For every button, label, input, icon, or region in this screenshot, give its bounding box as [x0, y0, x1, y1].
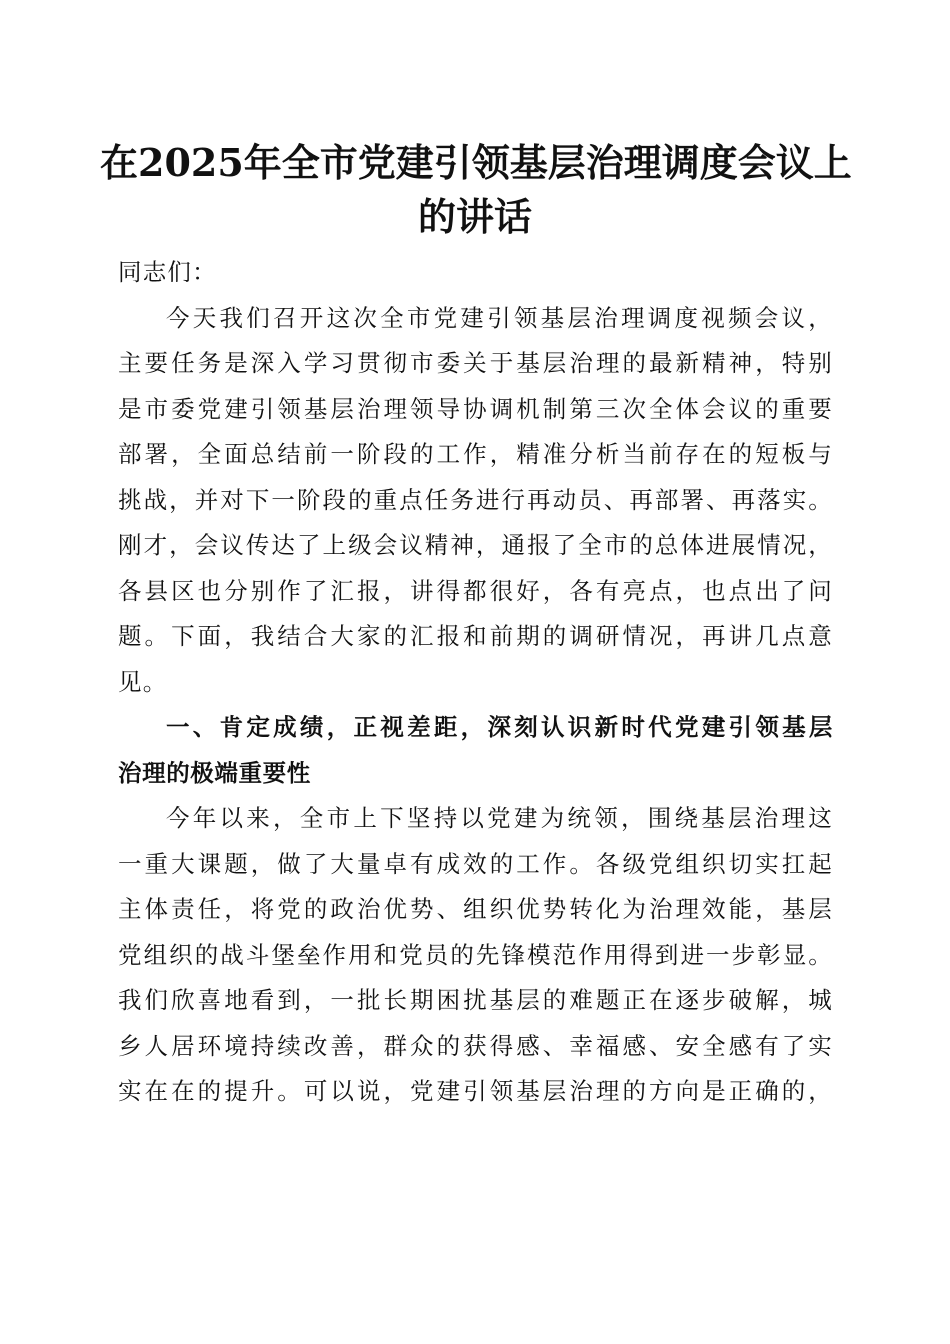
salutation: 同志们： — [118, 258, 217, 286]
paragraph-opening — [118, 296, 833, 706]
speech-title — [100, 136, 850, 244]
paragraph-line: 挑战，并对下一阶段的重点任务进行再动员、再部署、再落实。 — [118, 485, 833, 514]
paragraph-line: 今天我们召开这次全市党建引领基层治理调度视频会议， — [166, 303, 833, 332]
paragraph-line: 部署，全面总结前一阶段的工作，精准分析当前存在的短板与 — [118, 440, 833, 468]
paragraph-line: 乡人居环境持续改善，群众的获得感、幸福感、安全感有了实 — [118, 1031, 833, 1060]
heading-line: 一、肯定成绩，正视差距，深刻认识新时代党建引领基层 — [166, 713, 833, 741]
paragraph-line: 题。下面，我结合大家的汇报和前期的调研情况，再讲几点意 — [118, 622, 833, 650]
paragraph-line: 党组织的战斗堡垒作用和党员的先锋模范作用得到进一步彰显。 — [118, 940, 833, 969]
paragraph-line: 刚才，会议传达了上级会议精神，通报了全市的总体进展情况， — [118, 531, 833, 559]
title-line-2: 的讲话 — [417, 194, 532, 239]
heading-line: 治理的极端重要性 — [118, 758, 311, 787]
paragraph-line: 我们欣喜地看到，一批长期困扰基层的难题正在逐步破解，城 — [118, 986, 833, 1014]
section-heading-1 — [118, 705, 833, 796]
speech-body — [118, 250, 833, 1115]
paragraph-line: 一重大课题，做了大量卓有成效的工作。各级党组织切实扛起 — [118, 849, 833, 878]
paragraph-section-1 — [118, 796, 833, 1115]
paragraph-line: 主体责任，将党的政治优势、组织优势转化为治理效能，基层 — [118, 895, 833, 923]
paragraph-line: 是市委党建引领基层治理领导协调机制第三次全体会议的重要 — [118, 394, 833, 423]
paragraph-line: 实在在的提升。可以说，党建引领基层治理的方向是正确的， — [118, 1077, 833, 1105]
paragraph-line: 见。 — [118, 667, 168, 696]
paragraph-line: 各县区也分别作了汇报，讲得都很好，各有亮点，也点出了问 — [118, 576, 833, 605]
paragraph-line: 今年以来，全市上下坚持以党建为统领，围绕基层治理这 — [166, 804, 833, 832]
title-line-1: 在2025年全市党建引领基层治理调度会议上 — [100, 140, 852, 185]
paragraph-line: 主要任务是深入学习贯彻市委关于基层治理的最新精神，特别 — [118, 349, 833, 377]
